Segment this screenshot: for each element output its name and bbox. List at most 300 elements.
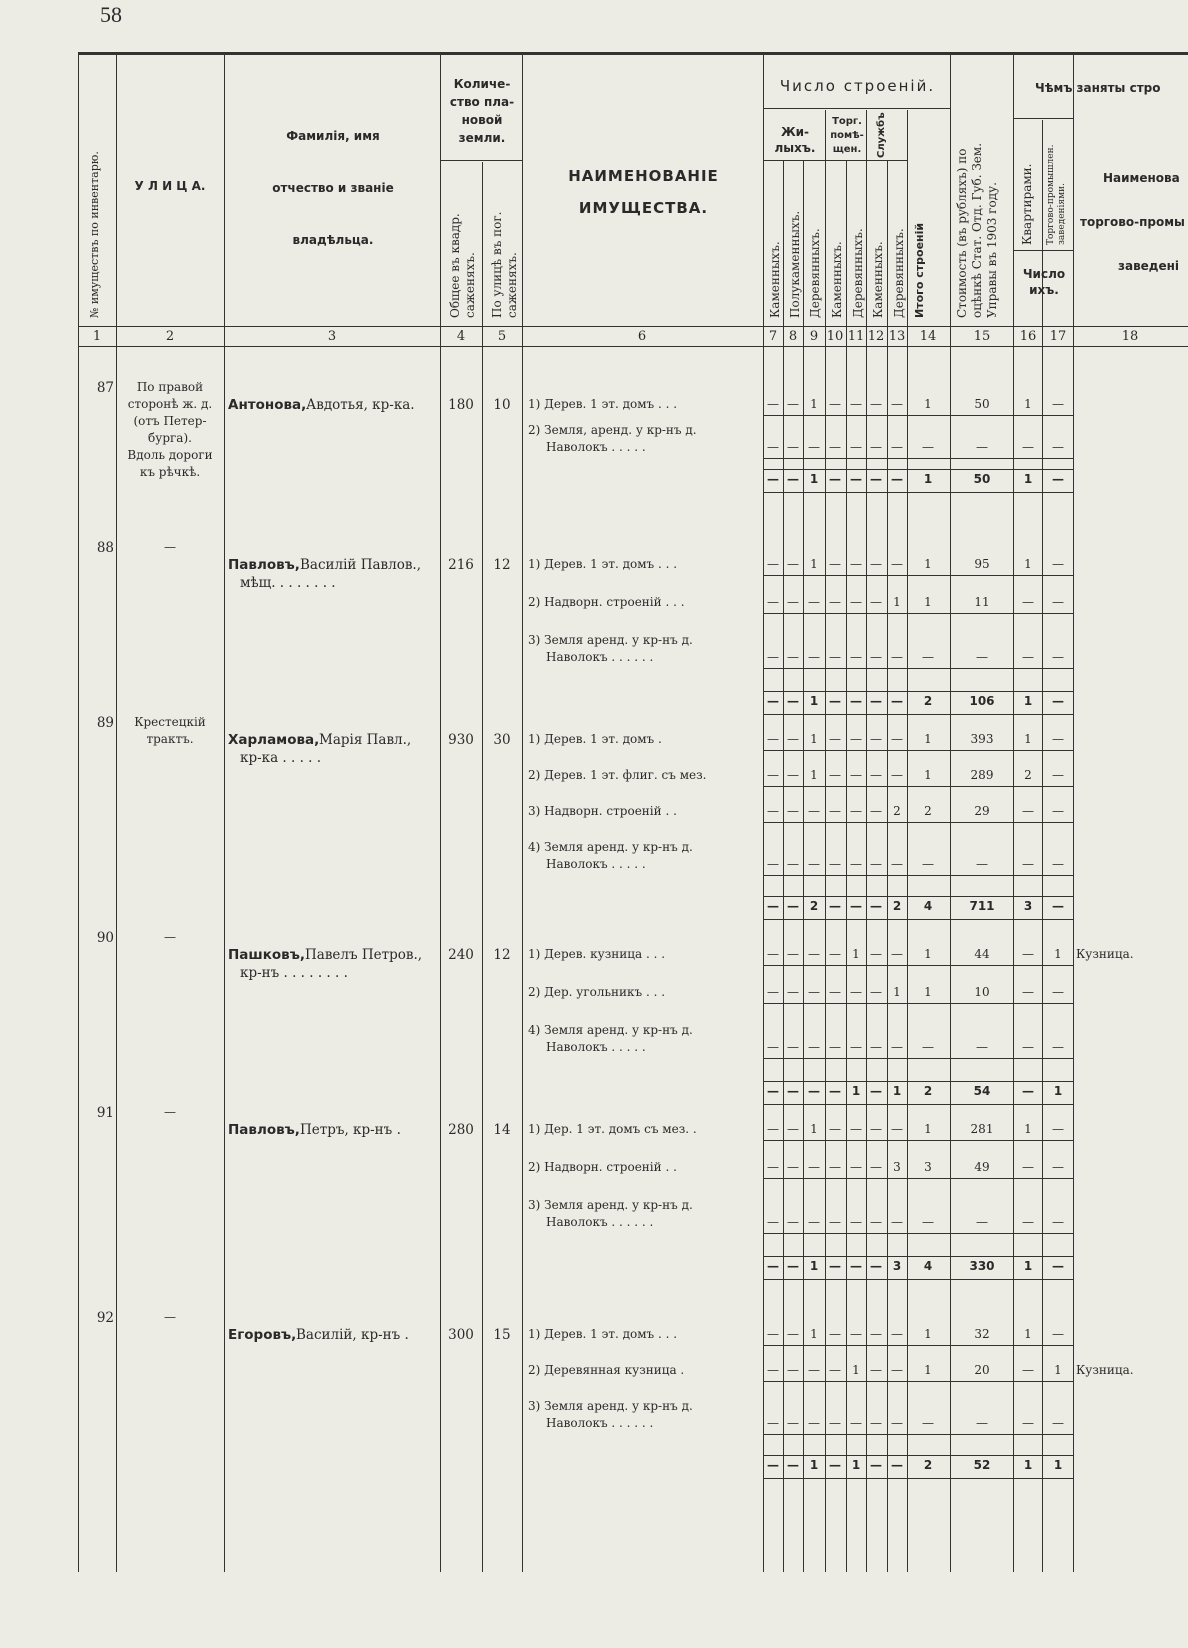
- property-item: 2) Надворн. строеній . .: [528, 1160, 677, 1174]
- header-col12: Каменныхъ.: [871, 241, 885, 318]
- total-value: 2: [809, 899, 819, 913]
- cell-value: —: [870, 947, 882, 961]
- total-value: —: [767, 472, 779, 486]
- cell-value: —: [808, 650, 820, 664]
- cell-value: 1: [924, 1327, 932, 1341]
- owner-status: кр-ка . . . . .: [240, 750, 322, 766]
- total-value: 4: [923, 899, 933, 913]
- total-rule: [763, 896, 1073, 897]
- cell-value: —: [850, 557, 862, 571]
- property-item: 3) Земля аренд. у кр-нъ д.: [528, 633, 693, 647]
- column-number: 4: [456, 329, 466, 344]
- cell-value: —: [808, 1215, 820, 1229]
- cell-value: —: [808, 1040, 820, 1054]
- total-value: 1: [923, 472, 933, 486]
- street-name: бурга).: [148, 431, 192, 445]
- property-item: 4) Земля аренд. у кр-нъ д.: [528, 1023, 693, 1037]
- property-item-cont: Наволокъ . . . . . .: [546, 650, 654, 664]
- header-trade-2: помѣ-: [830, 130, 864, 141]
- column-number: 14: [919, 329, 937, 344]
- entry-number: 90: [96, 930, 114, 946]
- cell-value: 32: [974, 1327, 990, 1341]
- cell-value: 289: [970, 768, 994, 782]
- cell-value: —: [767, 557, 779, 571]
- total-value: —: [829, 1084, 841, 1098]
- total-value: —: [870, 1458, 882, 1472]
- header-col15-line2: оцѣнкѣ Стат. Отд. Губ. Зем.: [970, 142, 984, 318]
- item-rule: [763, 668, 1073, 669]
- cell-value: —: [767, 650, 779, 664]
- column-number: 17: [1049, 329, 1067, 344]
- land-area: 216: [448, 557, 474, 573]
- total-value: —: [870, 1084, 882, 1098]
- cell-value: —: [829, 804, 841, 818]
- total-value: 330: [969, 1259, 995, 1273]
- cell-value: 1: [810, 1327, 818, 1341]
- cell-value: —: [1052, 650, 1064, 664]
- cell-value: —: [870, 732, 882, 746]
- cell-value: —: [870, 440, 882, 454]
- cell-value: —: [976, 1416, 988, 1430]
- total-value: 1: [809, 1458, 819, 1472]
- header-col5-line1: По улицѣ въ пог.: [490, 211, 504, 318]
- street-frontage: 14: [493, 1122, 511, 1138]
- total-value: —: [870, 472, 882, 486]
- cell-value: —: [808, 440, 820, 454]
- total-rule: [763, 1081, 1073, 1082]
- cell-value: —: [850, 1160, 862, 1174]
- property-item-cont: Наволокъ . . . . . .: [546, 1416, 654, 1430]
- total-value: 50: [973, 472, 991, 486]
- total-value: 1: [809, 694, 819, 708]
- item-rule: [763, 750, 1073, 751]
- item-rule: [763, 1178, 1073, 1179]
- total-value: 1: [851, 1458, 861, 1472]
- header-col13: Деревянныхъ.: [892, 228, 906, 318]
- total-rule: [763, 1455, 1073, 1456]
- cell-value: —: [891, 650, 903, 664]
- cell-value: —: [850, 1215, 862, 1229]
- cell-value: 1: [1024, 397, 1032, 411]
- street-name: —: [164, 540, 176, 554]
- cell-value: —: [976, 857, 988, 871]
- total-rule: [763, 469, 1073, 470]
- column-number: 8: [788, 329, 798, 344]
- cell-value: —: [1052, 1215, 1064, 1229]
- cell-value: —: [891, 768, 903, 782]
- cell-value: —: [767, 440, 779, 454]
- header-count-1: Число: [1022, 267, 1066, 281]
- property-item: 1) Дерев. 1 эт. домъ .: [528, 732, 662, 746]
- cell-value: —: [1052, 1416, 1064, 1430]
- cell-value: —: [829, 595, 841, 609]
- total-value: —: [1022, 1084, 1034, 1098]
- column-number: 5: [497, 329, 507, 344]
- owner-status: мѣщ. . . . . . . .: [240, 575, 336, 591]
- cell-value: —: [829, 1327, 841, 1341]
- header-col18-line2: торгово-промы: [1080, 215, 1185, 229]
- item-rule: [763, 875, 1073, 876]
- cell-value: —: [891, 857, 903, 871]
- cell-value: —: [767, 1040, 779, 1054]
- header-col8: Полукаменныхъ.: [788, 210, 802, 318]
- entry-number: 89: [96, 715, 114, 731]
- column-number: 7: [768, 329, 778, 344]
- column-number: 16: [1019, 329, 1037, 344]
- header-col18-line1: Наименова: [1103, 171, 1180, 185]
- cell-value: —: [829, 1160, 841, 1174]
- header-rule: [440, 160, 522, 161]
- property-item: 2) Надворн. строеній . . .: [528, 595, 685, 609]
- cell-value: —: [829, 857, 841, 871]
- cell-value: —: [922, 1215, 934, 1229]
- street-name: Вдоль дороги: [127, 448, 213, 462]
- item-rule: [763, 1233, 1073, 1234]
- cell-value: —: [787, 947, 799, 961]
- cell-value: —: [1022, 595, 1034, 609]
- cell-value: —: [808, 1160, 820, 1174]
- cell-value: —: [870, 595, 882, 609]
- header-col16: Квартирами.: [1020, 163, 1034, 245]
- cell-value: —: [870, 804, 882, 818]
- cell-value: —: [767, 732, 779, 746]
- column-number: 18: [1121, 329, 1139, 344]
- total-rule: [763, 919, 1073, 920]
- total-value: —: [829, 1259, 841, 1273]
- land-area: 300: [448, 1327, 474, 1343]
- cell-value: —: [1052, 1327, 1064, 1341]
- header-col7: Каменныхъ.: [768, 241, 782, 318]
- total-value: —: [767, 1458, 779, 1472]
- cell-value: —: [787, 1040, 799, 1054]
- cell-value: —: [850, 768, 862, 782]
- header-rule: [763, 108, 950, 109]
- total-value: 1: [809, 1259, 819, 1273]
- cell-value: 1: [924, 732, 932, 746]
- total-rule: [763, 691, 1073, 692]
- cell-value: —: [870, 857, 882, 871]
- total-value: 3: [1023, 899, 1033, 913]
- cell-value: 1: [852, 947, 860, 961]
- cell-value: —: [1052, 440, 1064, 454]
- item-rule: [763, 415, 1073, 416]
- cell-value: 1: [924, 985, 932, 999]
- cell-value: —: [891, 1327, 903, 1341]
- total-value: —: [767, 1259, 779, 1273]
- street-frontage: 12: [493, 947, 511, 963]
- total-value: —: [787, 1458, 799, 1472]
- cell-value: 95: [974, 557, 990, 571]
- cell-value: —: [850, 804, 862, 818]
- cell-value: —: [870, 1122, 882, 1136]
- total-value: —: [767, 1084, 779, 1098]
- header-col9: Деревянныхъ.: [808, 228, 822, 318]
- header-inventory-no: № имуществъ по инвентарю.: [88, 151, 101, 318]
- cell-value: —: [767, 857, 779, 871]
- total-value: —: [829, 1458, 841, 1472]
- street-frontage: 30: [493, 732, 511, 748]
- total-value: —: [787, 694, 799, 708]
- cell-value: —: [1052, 768, 1064, 782]
- column-number: 2: [165, 329, 175, 344]
- street-name: сторонѣ ж. д.: [127, 397, 213, 411]
- cell-value: —: [767, 1215, 779, 1229]
- cell-value: —: [808, 947, 820, 961]
- cell-value: —: [891, 397, 903, 411]
- property-item: 1) Дерев. 1 эт. домъ . . .: [528, 397, 678, 411]
- cell-value: —: [829, 440, 841, 454]
- street-name: —: [164, 1105, 176, 1119]
- cell-value: —: [829, 768, 841, 782]
- owner-name: Василій Павлов.,: [300, 557, 422, 573]
- header-col18-line3: заведені: [1118, 259, 1180, 273]
- cell-value: —: [1022, 804, 1034, 818]
- total-rule: [763, 1256, 1073, 1257]
- item-rule: [763, 613, 1073, 614]
- total-value: —: [891, 1458, 903, 1472]
- cell-value: 1: [893, 595, 901, 609]
- cell-value: 50: [974, 397, 990, 411]
- cell-value: —: [767, 397, 779, 411]
- total-value: —: [1052, 694, 1064, 708]
- property-item: 3) Земля аренд. у кр-нъ д.: [528, 1399, 693, 1413]
- item-rule: [763, 965, 1073, 966]
- cell-value: 1: [810, 1122, 818, 1136]
- cell-value: —: [891, 440, 903, 454]
- cell-value: —: [829, 1215, 841, 1229]
- street-frontage: 10: [493, 397, 511, 413]
- total-value: —: [1052, 1259, 1064, 1273]
- cell-value: —: [891, 1416, 903, 1430]
- column-number: 10: [826, 329, 844, 344]
- cell-value: —: [829, 397, 841, 411]
- total-value: —: [829, 899, 841, 913]
- item-rule: [763, 1003, 1073, 1004]
- cell-value: Кузница.: [1076, 1363, 1134, 1377]
- cell-value: —: [870, 1040, 882, 1054]
- cell-value: —: [891, 1215, 903, 1229]
- cell-value: 1: [1054, 1363, 1062, 1377]
- cell-value: —: [891, 1363, 903, 1377]
- cell-value: —: [1052, 595, 1064, 609]
- cell-value: —: [1022, 985, 1034, 999]
- cell-value: —: [808, 1416, 820, 1430]
- cell-value: —: [1022, 1160, 1034, 1174]
- header-col14: Итого строеній: [913, 222, 926, 318]
- header-bottom-rule: [78, 326, 1188, 327]
- total-value: 1: [809, 472, 819, 486]
- total-value: —: [891, 694, 903, 708]
- cell-value: 1: [924, 1363, 932, 1377]
- cell-value: —: [1022, 1040, 1034, 1054]
- cell-value: 29: [974, 804, 990, 818]
- total-value: —: [870, 899, 882, 913]
- total-value: 1: [1053, 1458, 1063, 1472]
- item-rule: [763, 786, 1073, 787]
- property-item-cont: Наволокъ . . . . .: [546, 857, 646, 871]
- item-rule: [763, 1140, 1073, 1141]
- property-item: 2) Земля, аренд. у кр-нъ д.: [528, 423, 697, 437]
- total-value: —: [787, 472, 799, 486]
- entry-number: 87: [96, 380, 114, 396]
- cell-value: —: [870, 768, 882, 782]
- item-rule: [763, 1058, 1073, 1059]
- cell-value: —: [829, 1363, 841, 1377]
- page-number: 58: [100, 2, 122, 27]
- header-col4-line1: Общее въ квадр.: [448, 213, 462, 318]
- owner-name: Павелъ Петров.,: [305, 947, 423, 963]
- owner-surname: Егоровъ,: [228, 1327, 297, 1343]
- cell-value: —: [767, 595, 779, 609]
- total-value: 2: [923, 1084, 933, 1098]
- cell-value: 2: [924, 804, 932, 818]
- street-frontage: 12: [493, 557, 511, 573]
- header-col11: Деревянныхъ.: [851, 228, 865, 318]
- header-trade-3: щен.: [832, 144, 862, 155]
- col-sep: [950, 52, 951, 1572]
- cell-value: —: [787, 1363, 799, 1377]
- header-col15-line3: Управы въ 1903 году.: [985, 182, 999, 318]
- header-occupied: Чѣмъ заняты стро: [1035, 81, 1161, 95]
- cell-value: 1: [893, 985, 901, 999]
- owner-name: Авдотья, кр-ка.: [306, 397, 415, 413]
- total-value: 106: [969, 694, 995, 708]
- cell-value: —: [787, 1160, 799, 1174]
- cell-value: 3: [924, 1160, 932, 1174]
- cell-value: —: [829, 557, 841, 571]
- cell-value: 393: [970, 732, 994, 746]
- cell-value: —: [870, 1327, 882, 1341]
- cell-value: —: [808, 1363, 820, 1377]
- cell-value: —: [850, 732, 862, 746]
- total-rule: [763, 1478, 1073, 1479]
- cell-value: —: [767, 1327, 779, 1341]
- cell-value: —: [891, 732, 903, 746]
- cell-value: —: [870, 1363, 882, 1377]
- street-name: —: [164, 1310, 176, 1324]
- header-land-line4: земли.: [458, 131, 506, 145]
- cell-value: —: [808, 595, 820, 609]
- cell-value: —: [891, 1122, 903, 1136]
- cell-value: —: [850, 397, 862, 411]
- total-value: 1: [892, 1084, 902, 1098]
- cell-value: 1: [924, 947, 932, 961]
- header-residential-2: лыхъ.: [774, 141, 816, 155]
- cell-value: —: [1022, 1363, 1034, 1377]
- header-service: Службъ: [876, 112, 887, 158]
- column-number: 1: [92, 329, 102, 344]
- cell-value: —: [850, 440, 862, 454]
- cell-value: —: [1022, 947, 1034, 961]
- owner-surname: Павловъ,: [228, 1122, 300, 1138]
- cell-value: —: [1052, 1122, 1064, 1136]
- cell-value: —: [850, 985, 862, 999]
- cell-value: 1: [810, 557, 818, 571]
- cell-value: 20: [974, 1363, 990, 1377]
- street-name: (отъ Петер-: [133, 414, 207, 428]
- cell-value: —: [922, 1416, 934, 1430]
- total-rule: [763, 1279, 1073, 1280]
- total-value: —: [787, 899, 799, 913]
- cell-value: —: [922, 857, 934, 871]
- property-item-cont: Наволокъ . . . . . .: [546, 1215, 654, 1229]
- cell-value: —: [787, 1327, 799, 1341]
- cell-value: —: [870, 650, 882, 664]
- item-rule: [763, 1345, 1073, 1346]
- cell-value: —: [767, 1160, 779, 1174]
- cell-value: —: [1022, 1416, 1034, 1430]
- cell-value: —: [1052, 557, 1064, 571]
- col-sep: [482, 162, 483, 1572]
- header-col17-line1: Торгово-промышлен.: [1046, 144, 1056, 245]
- owner-status: кр-нъ . . . . . . . .: [240, 965, 348, 981]
- cell-value: —: [787, 595, 799, 609]
- header-land-line1: Количе-: [453, 77, 511, 91]
- total-value: —: [829, 472, 841, 486]
- entry-number: 92: [96, 1310, 114, 1326]
- total-value: 4: [923, 1259, 933, 1273]
- cell-value: —: [829, 985, 841, 999]
- total-value: —: [850, 899, 862, 913]
- cell-value: —: [829, 947, 841, 961]
- cell-value: —: [829, 1040, 841, 1054]
- cell-value: —: [787, 397, 799, 411]
- cell-value: —: [891, 557, 903, 571]
- cell-value: 1: [852, 1363, 860, 1377]
- header-col4-line2: саженяхъ.: [463, 252, 477, 318]
- cell-value: —: [787, 1122, 799, 1136]
- cell-value: —: [1052, 985, 1064, 999]
- cell-value: —: [870, 557, 882, 571]
- cell-value: 1: [924, 1122, 932, 1136]
- cell-value: —: [829, 1122, 841, 1136]
- col-sep: [224, 52, 225, 1572]
- total-value: 2: [923, 1458, 933, 1472]
- property-item: 1) Дерев. 1 эт. домъ . . .: [528, 1327, 678, 1341]
- total-value: —: [891, 472, 903, 486]
- col-sep: [116, 52, 117, 1572]
- property-item: 2) Деревянная кузница .: [528, 1363, 685, 1377]
- cell-value: 1: [1024, 557, 1032, 571]
- street-name: —: [164, 930, 176, 944]
- land-area: 240: [448, 947, 474, 963]
- header-owner-line2: отчество и званіе: [272, 181, 394, 195]
- total-value: —: [829, 694, 841, 708]
- cell-value: —: [976, 1040, 988, 1054]
- cell-value: —: [829, 1416, 841, 1430]
- cell-value: —: [787, 768, 799, 782]
- cell-value: —: [850, 1416, 862, 1430]
- total-value: 2: [892, 899, 902, 913]
- property-item: 1) Дерев. кузница . . .: [528, 947, 666, 961]
- cell-value: —: [787, 1215, 799, 1229]
- cell-value: —: [829, 650, 841, 664]
- cell-value: —: [976, 650, 988, 664]
- total-value: 1: [851, 1084, 861, 1098]
- cell-value: —: [1052, 804, 1064, 818]
- header-count-2: ихъ.: [1029, 283, 1059, 297]
- header-rule: [763, 160, 907, 161]
- header-property-line1: НАИМЕНОВАНІЕ: [568, 167, 719, 185]
- cell-value: —: [850, 1327, 862, 1341]
- column-number: 11: [847, 329, 865, 344]
- street-name: трактъ.: [146, 732, 194, 746]
- col-sep: [1073, 52, 1074, 1572]
- owner-surname: Пашковъ,: [228, 947, 305, 963]
- cell-value: 1: [810, 768, 818, 782]
- column-number: 3: [327, 329, 337, 344]
- cell-value: —: [976, 1215, 988, 1229]
